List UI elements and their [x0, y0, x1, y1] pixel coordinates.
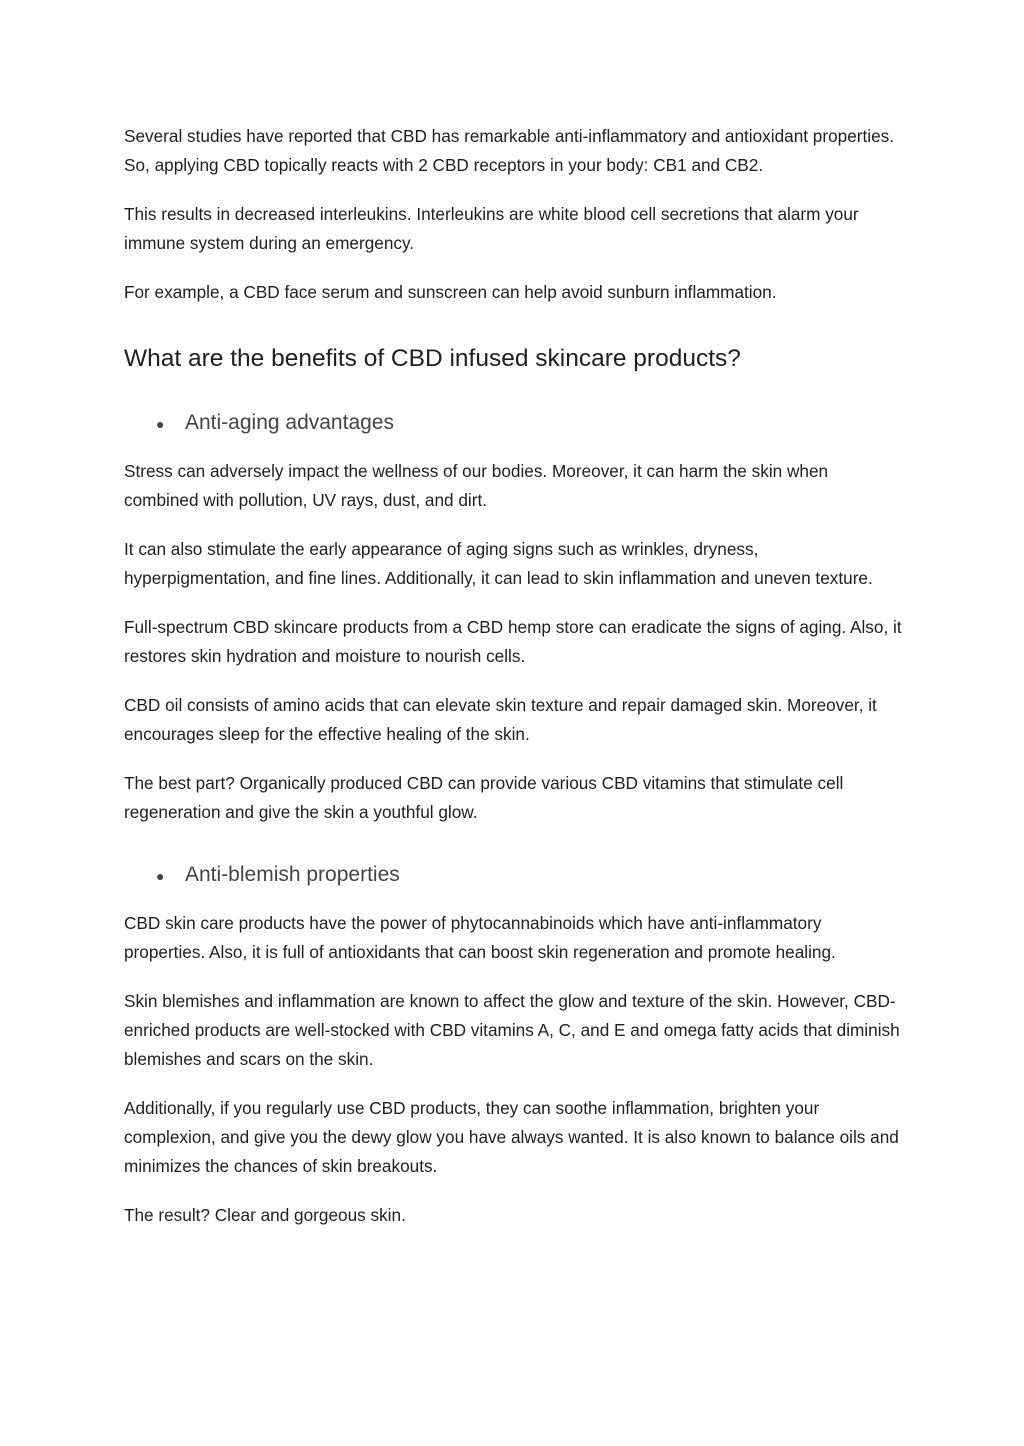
document-page [124, 122, 904, 1250]
bullet-item-anti-blemish [156, 861, 904, 889]
bullet-icon: ● [156, 416, 165, 432]
bullet-label: Anti-aging advantages [185, 411, 394, 434]
body-paragraph: CBD skin care products have the power of phytocannabinoids which have anti-inflammatory properties. Also, it is full of antioxidants that can boost skin regeneration and promote healing. [124, 913, 836, 962]
body-paragraph: It can also stimulate the early appearance of aging signs such as wrinkles, dryness, hyperpigmentation, and fine lines. Additionally, it can lead to skin inflammation and uneven texture. [124, 539, 873, 588]
body-paragraph: The result? Clear and gorgeous skin. [124, 1205, 406, 1225]
intro-paragraph: This results in decreased interleukins. Interleukins are white blood cell secretions that alarm your immune system during an emergency. [124, 204, 859, 253]
body-paragraph: CBD oil consists of amino acids that can elevate skin texture and repair damaged skin. Moreover, it encourages sleep for the effective healing of the skin. [124, 695, 877, 744]
intro-paragraph: Several studies have reported that CBD has remarkable anti-inflammatory and antioxidant properties. So, applying CBD topically reacts with 2 CBD receptors in your body: CB1 and CB2. [124, 126, 895, 175]
body-paragraph: Stress can adversely impact the wellness of our bodies. Moreover, it can harm the skin when combined with pollution, UV rays, dust, and dirt. [124, 461, 829, 510]
intro-paragraph: For example, a CBD face serum and sunscreen can help avoid sunburn inflammation. [124, 282, 777, 302]
body-paragraph: Skin blemishes and inflammation are known to affect the glow and texture of the skin. However, CBD-enriched products are well-stocked with CBD vitamins A, C, and E and omega fatty acids that diminish blemishes and scars on the skin. [124, 991, 900, 1069]
bullet-item-anti-aging [156, 409, 904, 437]
body-paragraph: Full-spectrum CBD skincare products from a CBD hemp store can eradicate the signs of aging. Also, it restores skin hydration and moisture to nourish cells. [124, 617, 902, 666]
section-heading: What are the benefits of CBD infused skincare products? [124, 345, 741, 372]
body-paragraph: Additionally, if you regularly use CBD products, they can soothe inflammation, brighten your complexion, and give you the dewy glow you have always wanted. It is also known to balance oils and minimizes the chances of skin breakouts. [124, 1098, 899, 1176]
bullet-icon: ● [156, 868, 165, 884]
body-paragraph: The best part? Organically produced CBD can provide various CBD vitamins that stimulate cell regeneration and give the skin a youthful glow. [124, 773, 844, 822]
bullet-label: Anti-blemish properties [185, 863, 400, 886]
